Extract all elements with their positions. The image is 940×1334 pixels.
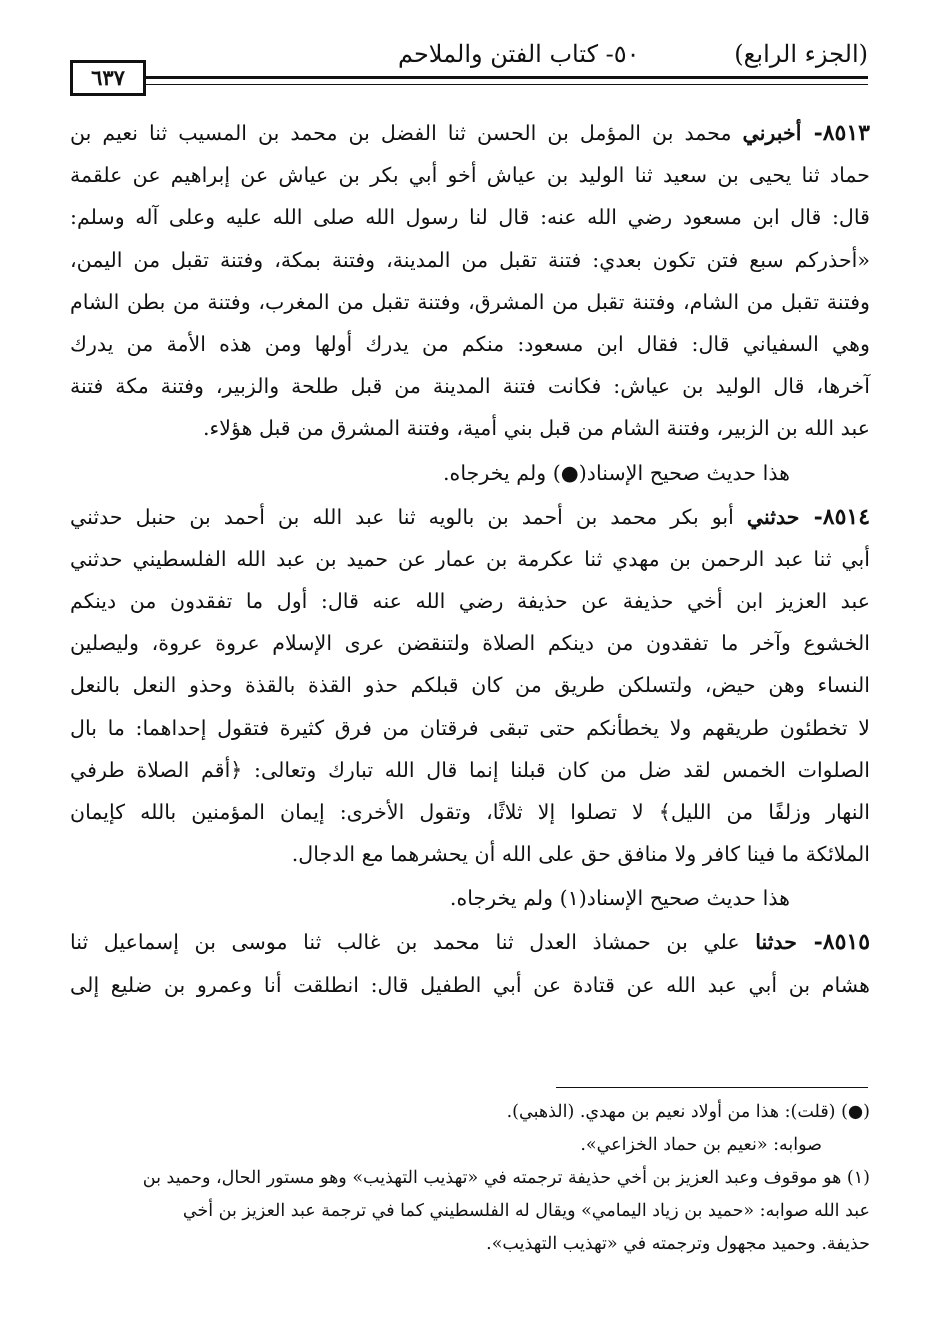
text-line: حماد ثنا يحيى بن سعيد ثنا الوليد بن عياش أخو أبي بكر بن عياش عن إبراهيم عن علقمة bbox=[70, 163, 870, 188]
text-line: «أحذركم سبع فتن تكون بعدي: فتنة تقبل من المدينة، وفتنة بمكة، وفتنة تقبل من اليمن، bbox=[70, 247, 870, 272]
text-line: وهي السفياني قال: فقال ابن مسعود: منكم من يدرك أولها ومن هذه الأمة من يدرك bbox=[70, 332, 870, 357]
text-line: عبد العزيز ابن أخي حذيفة عن حذيفة رضي الله عنه قال: أول ما تفقدون من دينكم bbox=[70, 589, 870, 614]
text-line: الخشوع وآخر ما تفقدون من دينكم الصلاة ولتنقضن عرى الإسلام عروة عروة، وليصلين bbox=[70, 631, 870, 656]
entry-lead-word: حدثنا bbox=[755, 930, 797, 955]
text-line: هشام بن أبي عبد الله عن قتادة عن أبي الطفيل قال: انطلقت أنا وعمرو بن ضليع إلى bbox=[70, 972, 870, 997]
text-line: الملائكة ما فينا كافر ولا منافق حق على الله أن يحشرهما مع الدجال. bbox=[291, 842, 870, 867]
text-line: علي بن حمشاذ العدل ثنا محمد بن غالب ثنا موسى بن إسماعيل ثنا bbox=[70, 930, 740, 955]
footnote-line: عبد الله صوابه: «حميد بن زياد اليمامي» ويقال له الفلسطيني كما في ترجمة عبد العزيز بن أخي bbox=[182, 1201, 870, 1221]
entry-number: ٨٥١٣ bbox=[822, 120, 870, 146]
text-line: أبي ثنا عبد الرحمن بن مهدي ثنا عكرمة بن عمار عن حميد بن عبد الله الفلسطيني حدثني bbox=[70, 546, 870, 571]
text-line: الصلوات الخمس لقد ضل من كان قبلنا إنما قال الله تبارك وتعالى: ﴿أقم الصلاة طرفي bbox=[70, 757, 870, 782]
text-line: آخرها، قال الوليد بن عياش: فكانت فتنة المدينة من قبل طلحة والزبير، وفتنة مكة فتنة bbox=[70, 374, 870, 399]
text-line: لا تخطئون طريقهم ولا يخطأنكم حتى تبقى فرقتان من فرق كثيرة فتقول إحداهما: ما بال bbox=[70, 715, 870, 740]
entry-first-line: ٨٥١٤- حدثني أبو بكر محمد بن أحمد بن بالويه ثنا عبد الله بن أحمد بن حنبل حدثني bbox=[70, 503, 871, 530]
entry-first-line: ٨٥١٣- أخبرني محمد بن المؤمل بن الحسن ثنا الفضل بن محمد بن المسيب ثنا نعيم بن bbox=[70, 120, 870, 146]
hadith-entry bbox=[70, 496, 870, 922]
header-rule bbox=[146, 76, 868, 79]
footnote-line: (١) هو موقوف وعبد العزيز بن أخي حذيفة ترجمته في «تهذيب التهذيب» وهو مستور الحال، وحميد بن bbox=[142, 1168, 870, 1188]
chapter-title: ٥٠- كتاب الفتن والملاحم bbox=[398, 40, 640, 68]
text-line: النهار وزلفًا من الليل﴾ لا تصلوا إلا ثلاثًا، وتقول الأخرى: إيمان المؤمنين بالله كإيمان bbox=[70, 800, 870, 825]
page-body bbox=[70, 112, 870, 1006]
page-header bbox=[68, 30, 868, 94]
page-number: ٦٣٧ bbox=[70, 60, 146, 96]
hadith-entry bbox=[70, 112, 870, 496]
hadith-entry bbox=[70, 921, 870, 1005]
footnote-line: صوابه: «نعيم بن حماد الخزاعي». bbox=[580, 1135, 822, 1155]
text-line: وفتنة تقبل من الشام، وفتنة تقبل من المشرق، وفتنة تقبل من المغرب، وفتنة من بطن الشام bbox=[70, 289, 870, 314]
footnote-line: (●) (قلت): هذا من أولاد نعيم بن مهدي. (الذهبي). bbox=[506, 1102, 870, 1122]
entry-lead-word: حدثني bbox=[746, 504, 800, 529]
section-title: (الجزء الرابع) bbox=[734, 40, 868, 68]
grading-note: هذا حديث صحيح الإسناد(١) ولم يخرجاه. bbox=[449, 886, 790, 911]
footnote-line: حذيفة. وحميد مجهول وترجمته في «تهذيب التهذيب». bbox=[486, 1234, 870, 1254]
text-line: محمد بن المؤمل بن الحسن ثنا الفضل بن محمد بن المسيب ثنا نعيم بن bbox=[70, 121, 732, 145]
entry-first-line: ٨٥١٥- حدثنا علي بن حمشاذ العدل ثنا محمد بن غالب ثنا موسى بن إسماعيل ثنا bbox=[70, 929, 871, 956]
text-line: أبو بكر محمد بن أحمد بن بالويه ثنا عبد الله بن أحمد بن حنبل حدثني bbox=[70, 504, 734, 529]
header-rule-thin bbox=[146, 84, 868, 85]
text-line: قال: قال ابن مسعود رضي الله عنه: قال لنا رسول الله صلى الله عليه وعلى آله وسلم: bbox=[70, 205, 870, 230]
grading-note: هذا حديث صحيح الإسناد(●) ولم يخرجاه. bbox=[443, 460, 790, 485]
entry-lead-word: أخبرني bbox=[742, 121, 802, 145]
footnote-rule bbox=[556, 1087, 868, 1088]
entry-number: ٨٥١٤ bbox=[822, 503, 871, 530]
text-line: عبد الله بن الزبير، وفتنة الشام من قبل بني أمية، وفتنة المشرق من قبل هؤلاء. bbox=[202, 416, 870, 441]
entry-number: ٨٥١٥ bbox=[822, 929, 871, 956]
text-line: النساء وهن حيض، ولتسلكن طريق من كان قبلكم حذو القذة بالقذة وحذو النعل بالنعل bbox=[70, 673, 870, 698]
footnotes bbox=[70, 1096, 870, 1261]
